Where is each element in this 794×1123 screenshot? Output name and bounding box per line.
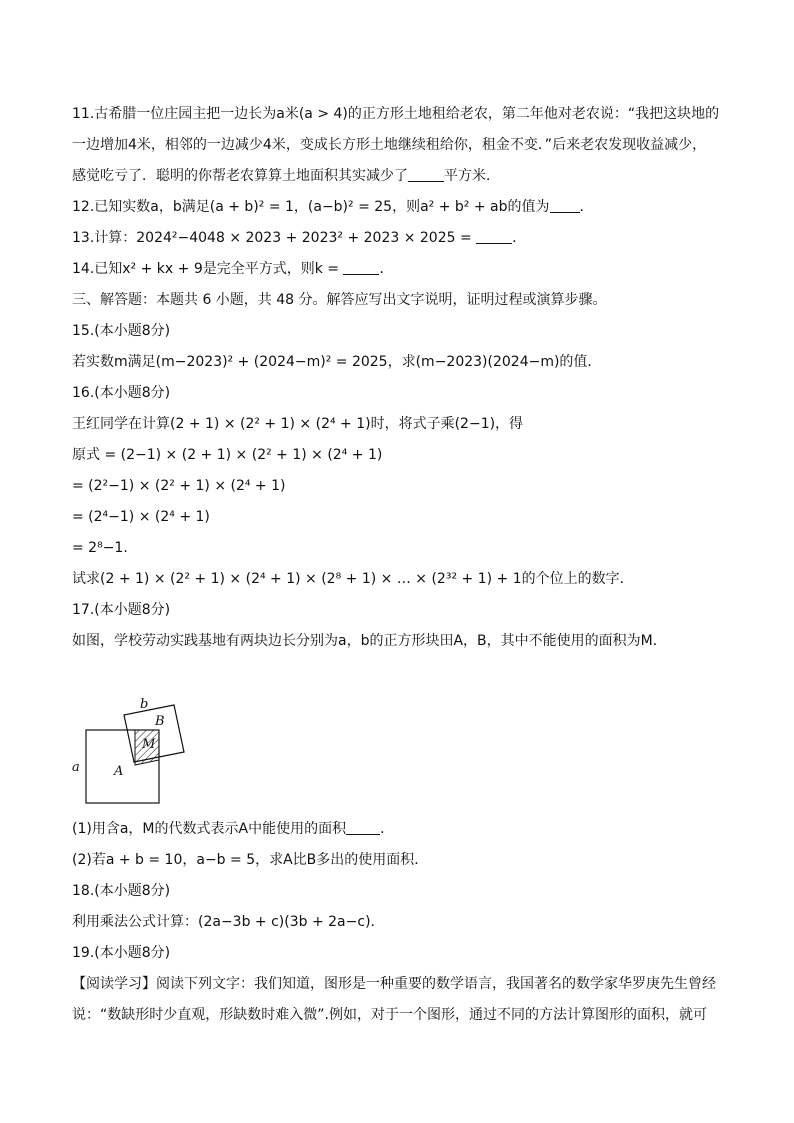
q17-figure [64,692,194,808]
q11-line3-text: 感觉吃亏了．聪明的你帮老农算算土地面积其实减少了 [72,168,408,184]
q16-head: 16.(本小题8分) [72,385,171,401]
q12-text: 12.已知实数a，b满足(a + b)² = 1，(a−b)² = 25，则a² + b² + ab的值为 [72,199,550,215]
q15-body: 若实数m满足(m−2023)² + (2024−m)² = 2025，求(m−2023)(2024−m)的值． [72,354,602,370]
q17-part2: (2)若a + b = 10，a−b = 5，求A比B多出的使用面积． [72,852,429,868]
q14-text: 14.已知x² + kx + 9是完全平方式，则k = [72,261,340,277]
q19-line1: 【阅读学习】阅读下列文字：我们知道，图形是一种重要的数学语言，我国著名的数学家华罗庚先生曾经 [72,976,716,992]
q16-line3: = (2²−1) × (2² + 1) × (2⁴ + 1) [72,478,286,494]
q16-line5: = 2⁸−1. [72,540,128,556]
q11-line3-end: 平方米． [444,168,500,184]
q12-answer-blank [550,198,580,213]
q16-line4: = (2⁴−1) × (2⁴ + 1) [72,509,210,525]
label-m: M [142,737,156,752]
q16-line1: 王红同学在计算(2 + 1) × (2² + 1) × (2⁴ + 1)时，将式子乘(2−1)，得 [72,416,524,432]
q17-body: 如图，学校劳动实践基地有两块边长分别为a，b的正方形块田A，B，其中不能使用的面积为M． [72,633,667,649]
q15-head: 15.(本小题8分) [72,323,171,339]
q16-line6: 试求(2 + 1) × (2² + 1) × (2⁴ + 1) × (2⁸ + 1) × … × (2³² + 1) + 1的个位上的数字． [72,571,634,587]
q17-part1-end: ． [380,821,395,837]
q18-body: 利用乘法公式计算：(2a−3b + c)(3b + 2a−c)． [72,914,385,930]
label-a: A [114,764,124,779]
q11-answer-blank [408,167,444,182]
q17-head: 17.(本小题8分) [72,602,171,618]
q13-line: 13.计算：2024²−4048 × 2023 + 2023² + 2023 × 2025 = ． [72,230,527,246]
q17-part1 [72,819,394,839]
q16-line2: 原式 = (2−1) × (2 + 1) × (2² + 1) × (2⁴ + 1) [72,447,383,463]
label-b-side: b [140,697,149,712]
q17-part1-text: (1)用含a，M的代数式表示A中能使用的面积 [72,821,347,837]
q14-answer-blank [343,260,379,275]
q12-line: 12.已知实数a，b满足(a + b)² = 1，(a−b)² = 25，则a² + b² + ab的值为 ． [72,199,594,215]
section-heading: 三、解答题：本题共 6 小题，共 48 分。解答应写出文字说明，证明过程或演算步骤。 [72,292,607,308]
q14-line: 14.已知x² + kx + 9是完全平方式，则k = ． [72,261,394,277]
label-b: B [155,714,165,729]
q11-line3 [72,166,500,186]
q19-line2: 说：“数缺形时少直观，形缺数时难入微”.例如，对于一个图形，通过不同的方法计算图形的面积，就可 [72,1007,707,1023]
q19-head: 19.(本小题8分) [72,945,171,961]
q11-line2: 一边增加4米，相邻的一边减少4米，变成长方形土地继续租给你，租金不变．”后来老农发现收益减少， [72,137,707,153]
q13-answer-blank [476,229,512,244]
q13-text: 13.计算：2024²−4048 × 2023 + 2023² + 2023 × 2025 = [72,230,472,246]
label-a-side: a [72,760,80,775]
q17-answer-blank [346,820,380,835]
q11-line1: 11.古希腊一位庄园主把一边长为a米(a > 4)的正方形土地租给老农，第二年他对老农说：“我把这块地的 [72,106,720,122]
q18-head: 18.(本小题8分) [72,883,171,899]
